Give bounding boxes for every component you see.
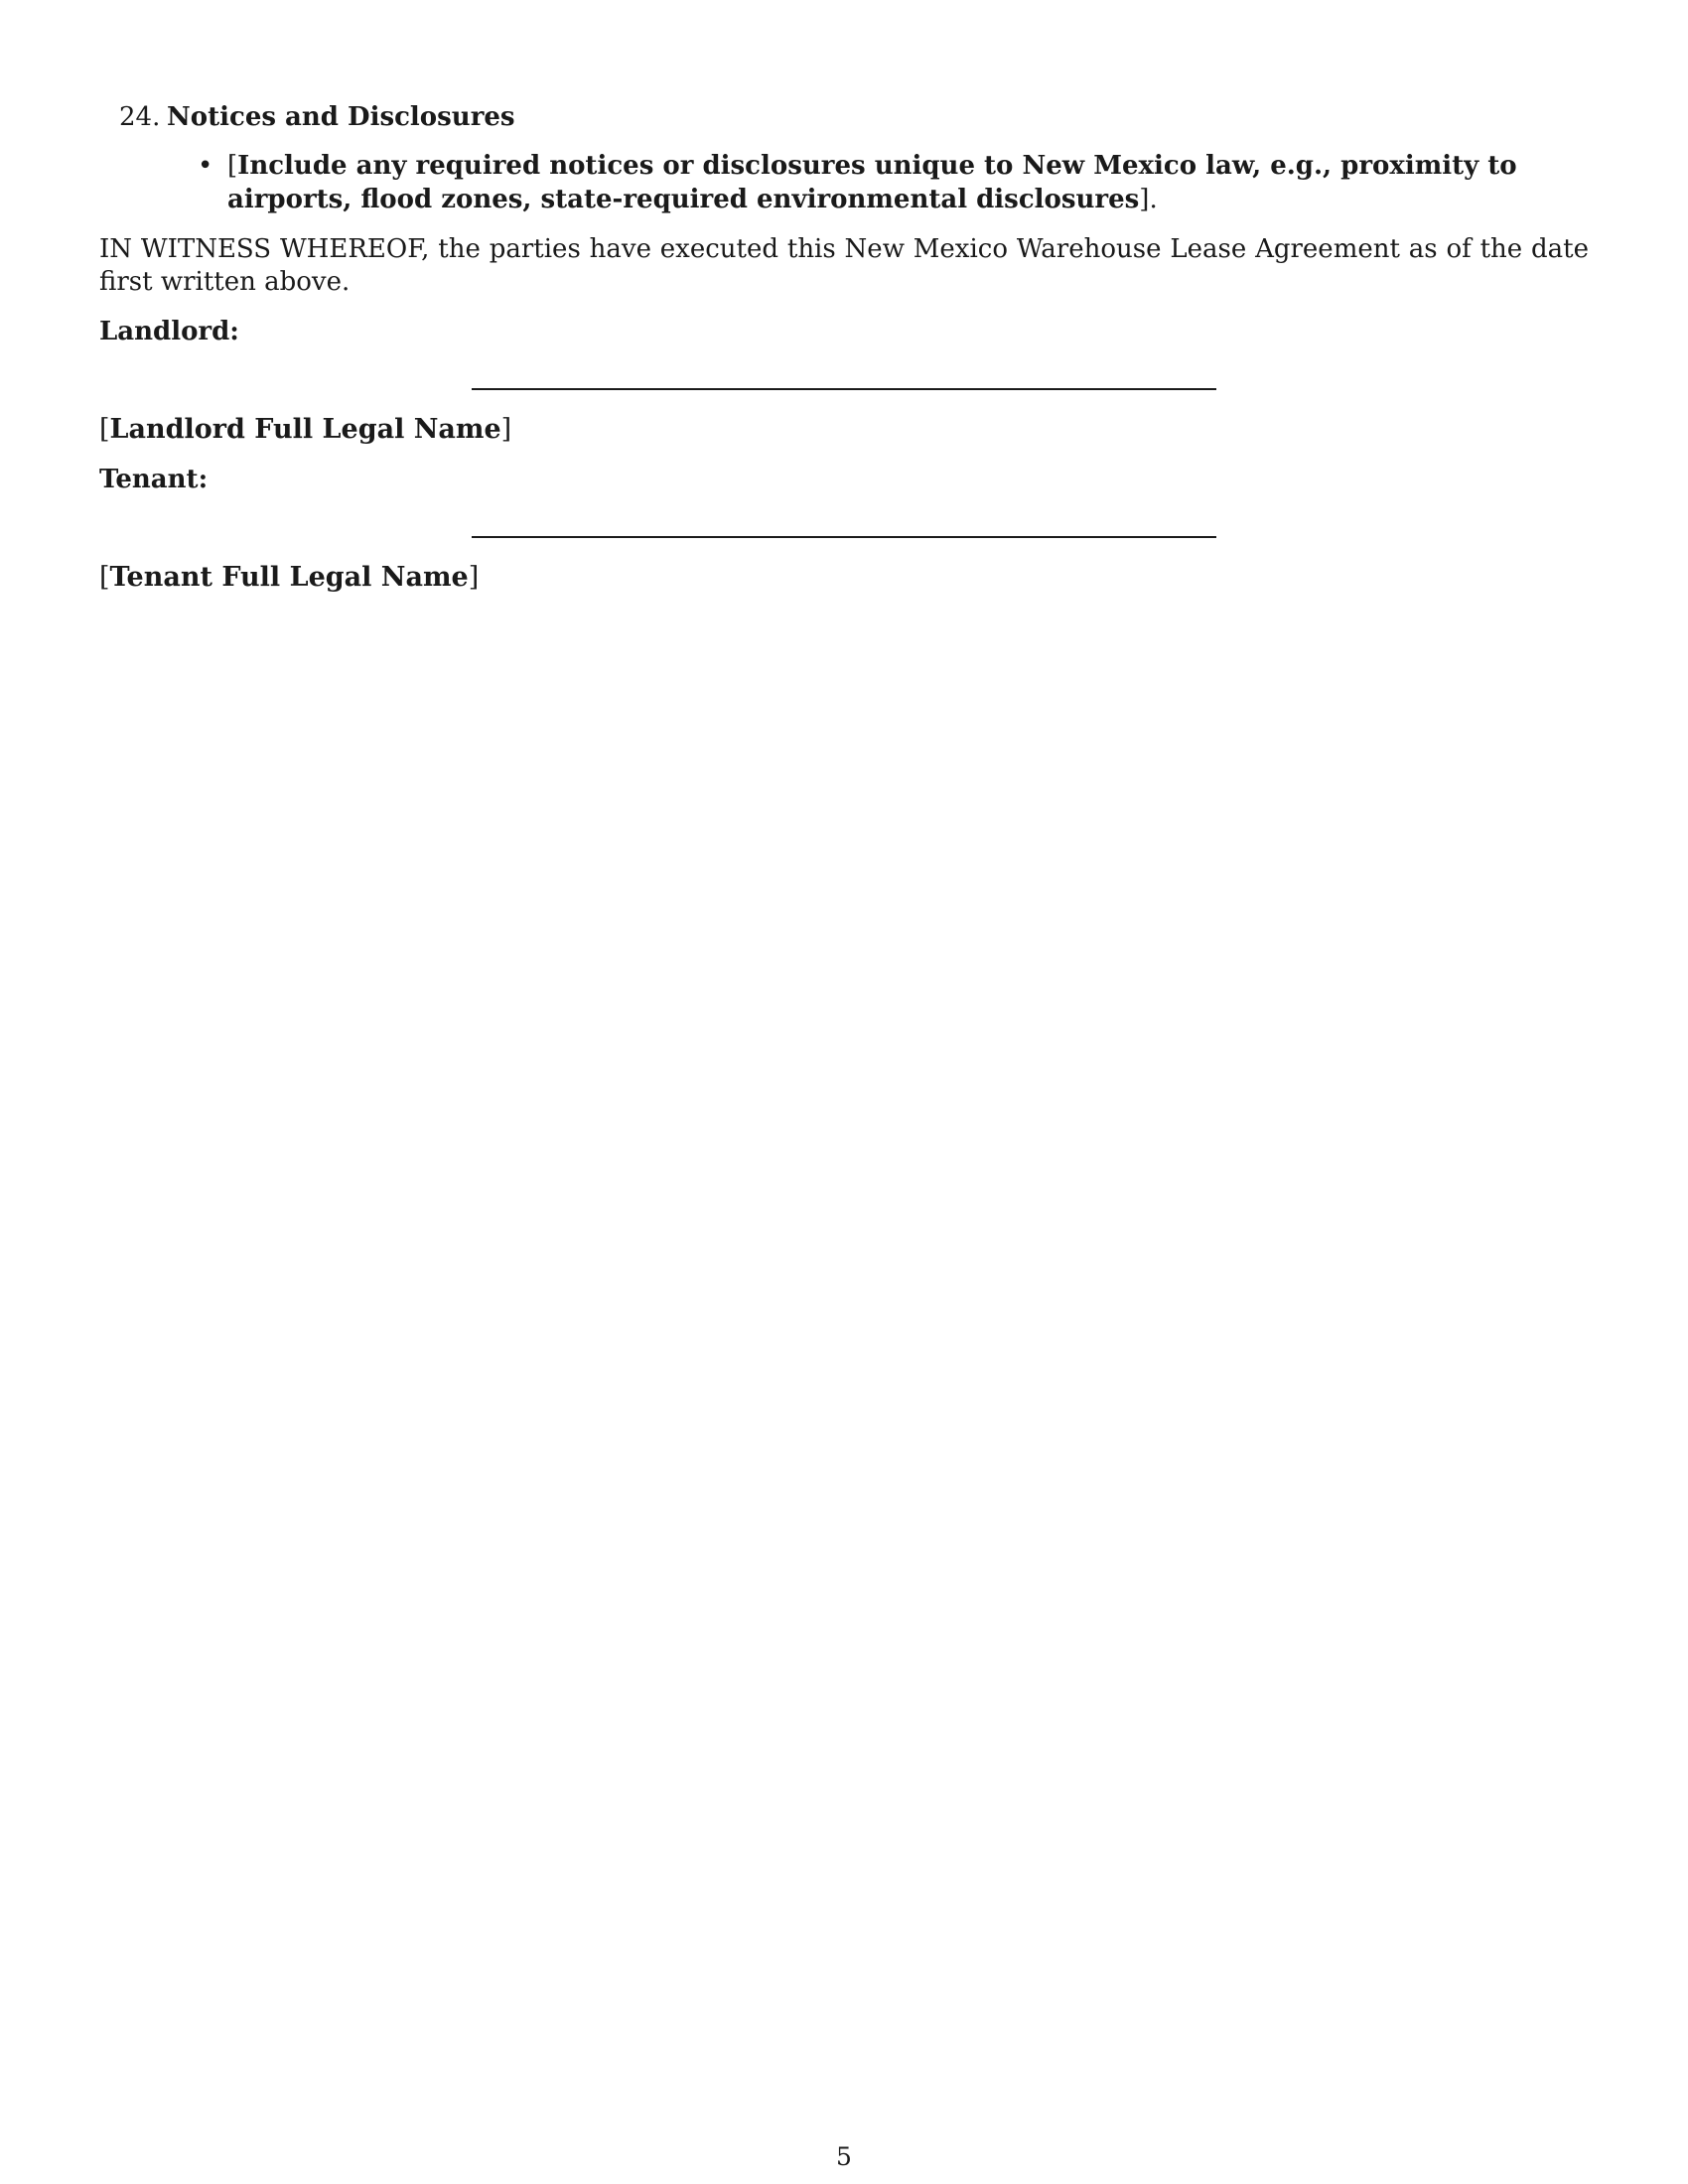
tenant-signature-line (472, 536, 1216, 538)
section-number: 24. (119, 102, 161, 132)
bullet-open-bracket: [ (227, 151, 238, 181)
tenant-close-bracket: ] (468, 562, 480, 593)
landlord-open-bracket: [ (99, 414, 110, 445)
bullet-icon: • (198, 151, 213, 181)
tenant-open-bracket: [ (99, 562, 110, 593)
landlord-signature-line (472, 388, 1216, 390)
tenant-name (99, 561, 479, 595)
tenant-label: Tenant: (99, 465, 209, 494)
landlord-close-bracket: ] (500, 414, 512, 445)
bullet-close: ]. (1139, 185, 1158, 214)
witness-paragraph: IN WITNESS WHEREOF, the parties have executed this New Mexico Warehouse Lease Agreement as of the date first written above. (99, 234, 1589, 297)
landlord-name (99, 413, 511, 447)
list-item (198, 149, 1588, 216)
tenant-name-text: Tenant Full Legal Name (109, 562, 469, 593)
section-title: Notices and Disclosures (167, 102, 515, 132)
page-number: 5 (836, 2142, 852, 2171)
bullet-text: Include any required notices or disclosures unique to New Mexico law, e.g., proximity to airports, flood zones, state-required environmental disclosures (227, 151, 1517, 214)
section-heading (119, 100, 515, 134)
landlord-label: Landlord: (99, 317, 239, 346)
landlord-name-text: Landlord Full Legal Name (109, 414, 501, 445)
